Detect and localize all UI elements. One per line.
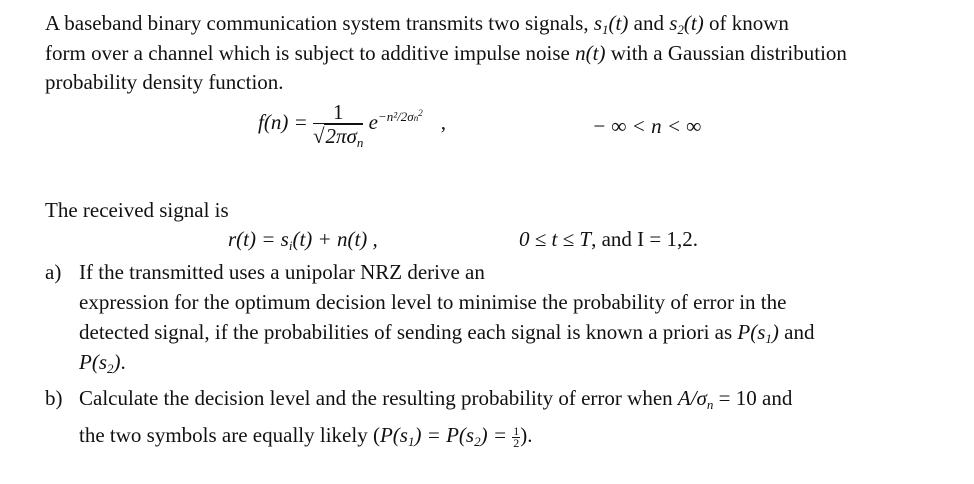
part-a-line-3-text: detected signal, if the probabilities of sending each signal is known a priori as — [79, 320, 733, 344]
condition-rest: , and I = 1,2. — [591, 227, 698, 251]
intro-line-2 — [45, 40, 847, 66]
and-text-a: and — [784, 320, 815, 344]
snr-value: = 10 and — [718, 386, 793, 410]
intro-line-3: probability density function. — [45, 70, 284, 94]
prob-s2: $P(s_2)$ — [79, 350, 121, 376]
signal-s1: $s_1(t)$ — [593, 11, 629, 37]
received-eq-lhs: r(t) = s — [228, 227, 289, 251]
prob-s1: $P(s_1)$ — [737, 320, 779, 346]
pdf-exponential: $e^{-n^2/2\sigma n^2}$ — [368, 108, 423, 134]
part-a-line-1: If the transmitted uses a unipolar NRZ derive an — [79, 260, 485, 284]
intro-line-1 — [45, 10, 789, 36]
received-heading: The received signal is — [45, 198, 229, 222]
and-text: and — [633, 11, 664, 35]
received-equation: $r(t) = s_i(t) + n(t)$ , — [228, 227, 378, 253]
part-a-line-3 — [79, 319, 815, 345]
part-b-line-1 — [79, 385, 792, 411]
intro-text-2b: with a Gaussian distribution — [610, 41, 847, 65]
pdf-numerator: 1 — [313, 101, 363, 124]
pdf-lhs: f(n) = — [258, 110, 308, 134]
condition-range: 0 ≤ t ≤ T — [519, 227, 592, 251]
pdf-range-text: − ∞ < n < ∞ — [592, 114, 702, 138]
part-b-line-1-text: Calculate the decision level and the resulting probability of error when — [79, 386, 673, 410]
signal-s2: $s_2(t)$ — [669, 11, 704, 37]
pdf-range — [592, 113, 701, 139]
part-a-line-4: $P(s_2)$. — [79, 350, 126, 376]
part-b-line-2: the two symbols are equally likely ($P(s_1) = P(s_2)$ = $\frac{1}{2}$ ). — [79, 423, 533, 450]
part-a-line-2: expression for the optimum decision level to minimise the probability of error in the — [79, 290, 787, 314]
part-b-line-2-text: the two symbols are equally likely ( — [79, 423, 380, 447]
snr-ratio: $A/\sigma_n$ — [677, 386, 714, 412]
pdf-denominator: $√2\pi\sigma_n$ — [313, 124, 364, 151]
intro-text-end: of known — [708, 11, 789, 35]
part-b-label: b) — [45, 386, 63, 410]
received-condition — [519, 226, 698, 252]
intro-text: A baseband binary communication system transmits two signals, — [45, 11, 589, 35]
received-eq-rhs: (t) + n(t) , — [292, 227, 378, 251]
pdf-equation: f(n) = $\frac{1}{√2\pi\sigma_n}$ $e^{-n^2/2\sigma n^2}$ , — [258, 100, 446, 151]
pdf-fraction — [313, 100, 364, 151]
half-fraction: $\frac{1}{2}$ — [513, 423, 520, 450]
noise-symbol: n(t) — [575, 41, 606, 65]
part-a-label: a) — [45, 260, 62, 284]
intro-text-2: form over a channel which is subject to additive impulse noise — [45, 41, 570, 65]
